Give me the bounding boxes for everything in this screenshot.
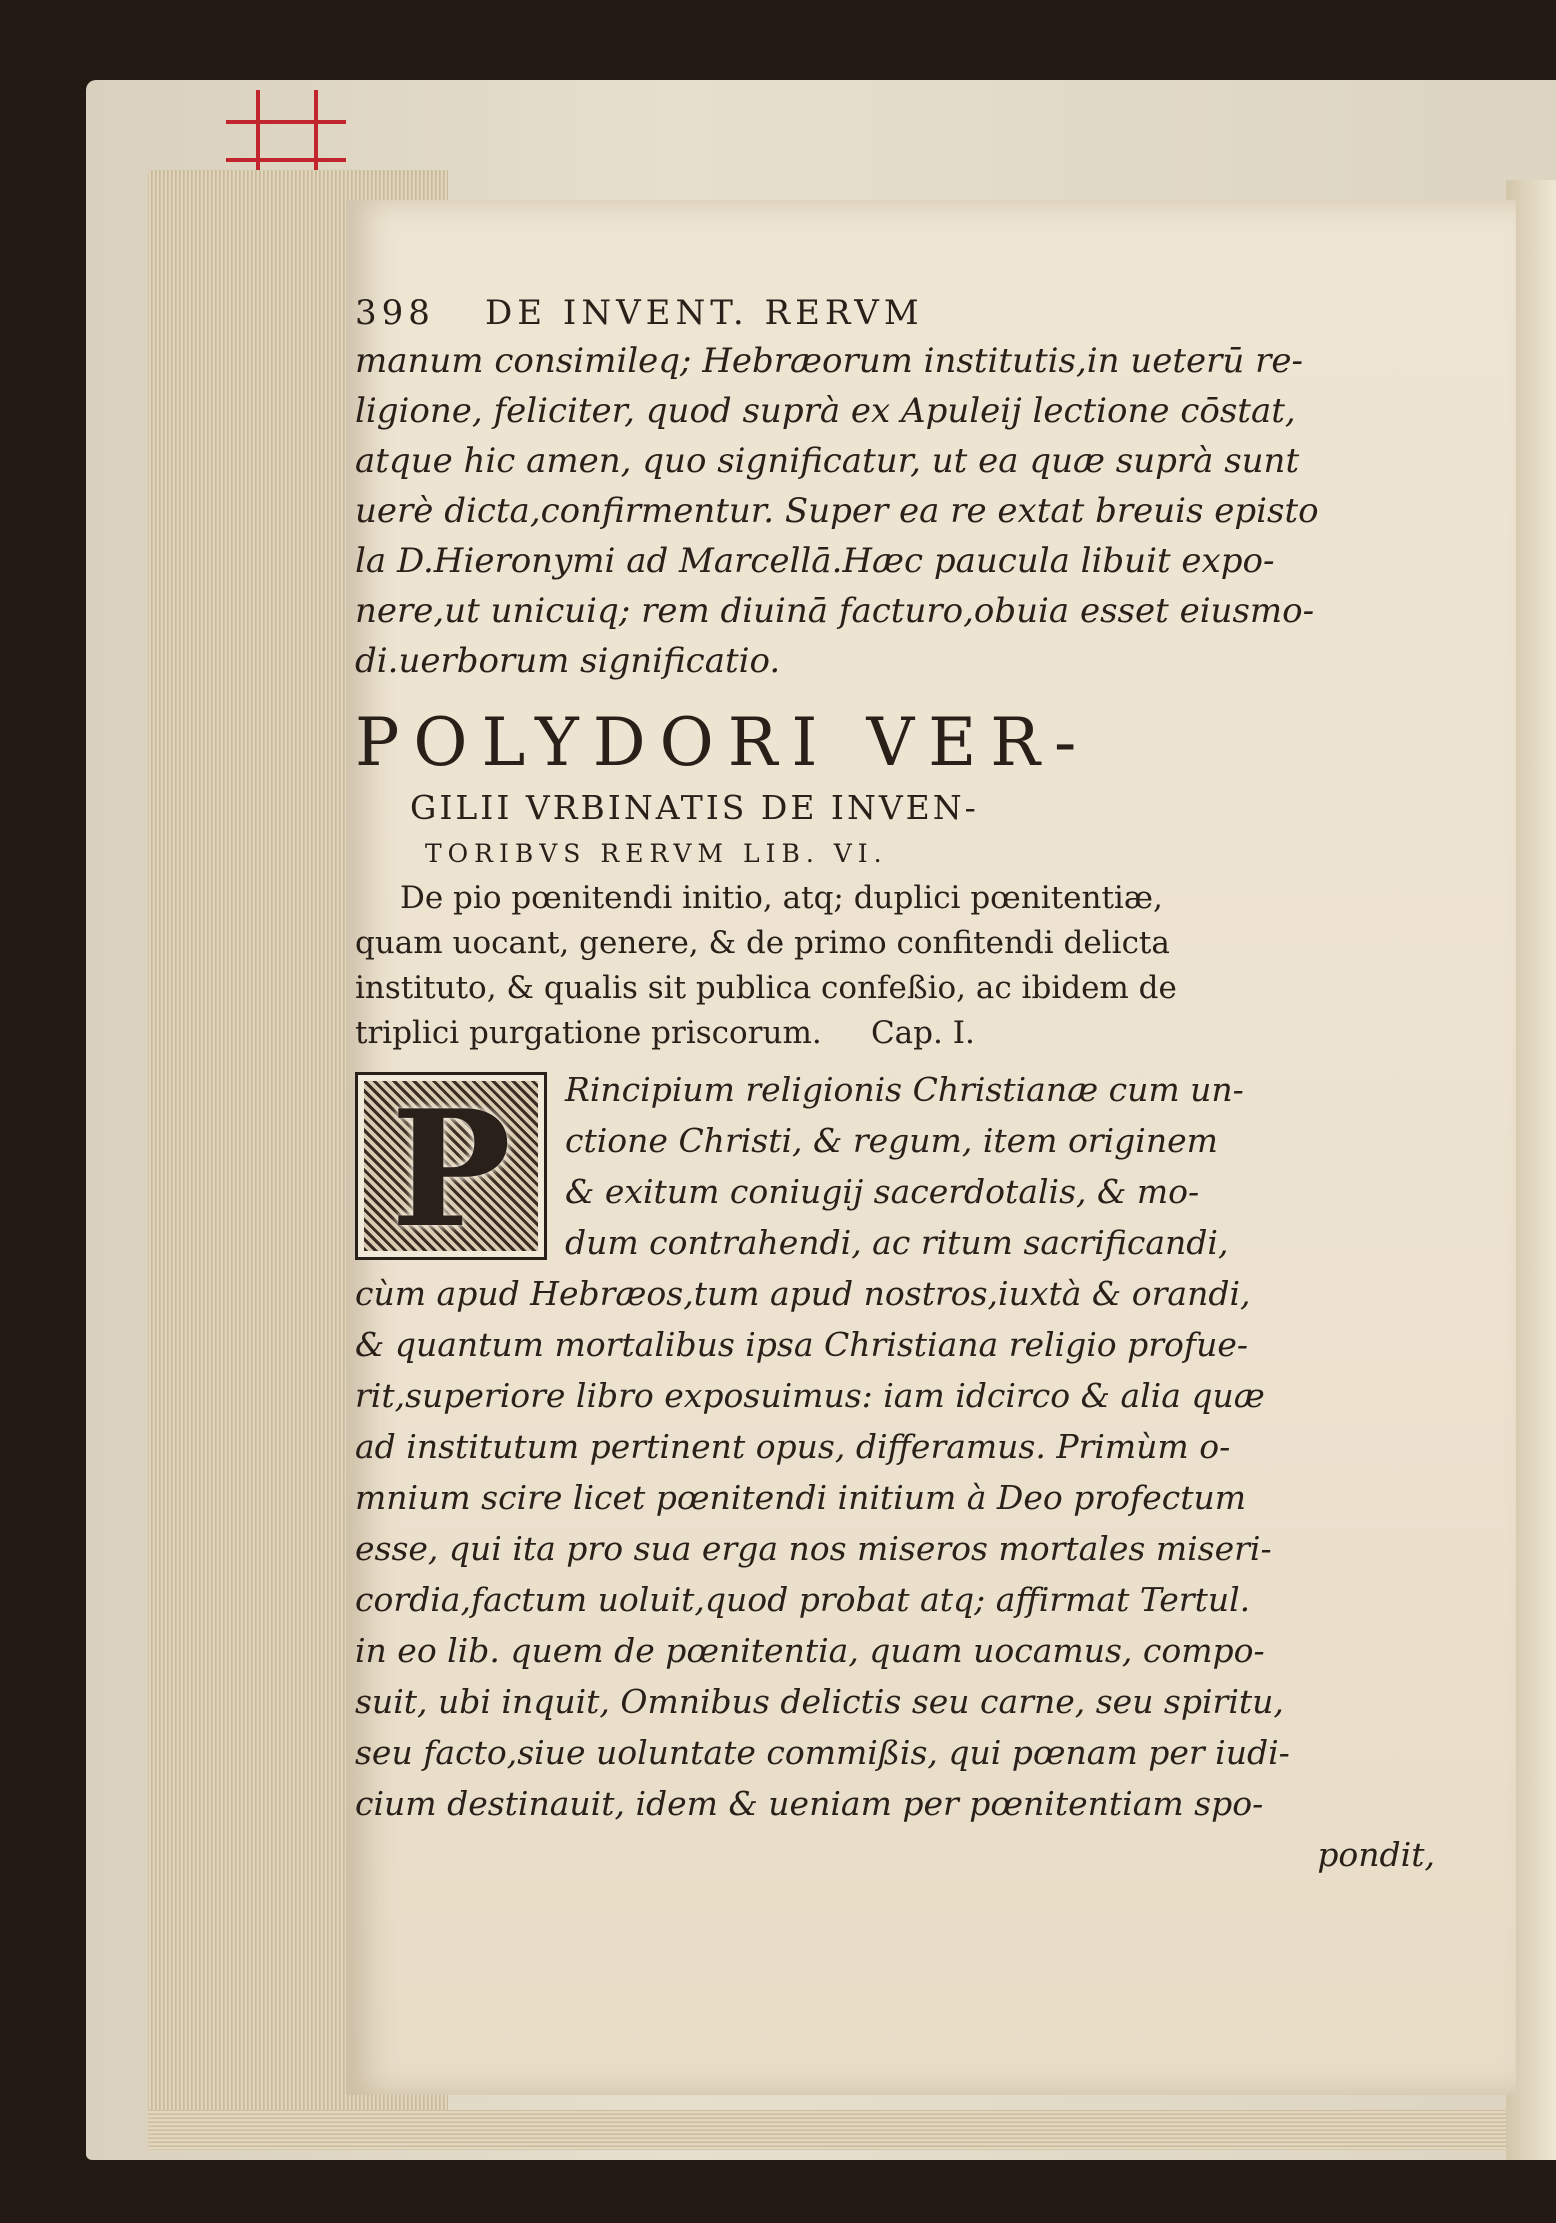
book-title-line-3: TORIBVS RERVM LIB. VI. — [425, 839, 888, 868]
text-line: in eo lib. quem de pœnitentia, quam uocamus, compo- — [355, 1631, 1265, 1670]
text-line: la D.Hieronymi ad Marcellā.Hæc paucula libuit expo- — [355, 541, 1275, 581]
text-line: Rincipium religionis Christianæ cum un- — [565, 1070, 1244, 1109]
text-line: dum contrahendi, ac ritum sacrificandi, — [565, 1223, 1229, 1262]
summary-line: triplici purgatione priscorum. Cap. I. — [355, 1015, 975, 1051]
chapter-summary — [355, 876, 1485, 1056]
text-line: di.uerborum significatio. — [355, 641, 781, 681]
page-number: 398 — [355, 293, 435, 333]
text-line: ligione, feliciter, quod suprà ex Apuleij lectione cōstat, — [355, 391, 1296, 431]
text-line: atque hic amen, quo significatur, ut ea quæ suprà sunt — [355, 441, 1300, 481]
text-line: mnium scire licet pœnitendi initium à Deo profectum — [355, 1478, 1247, 1517]
catchword: pondit, — [1317, 1835, 1435, 1874]
text-line: rit,superiore libro exposuimus: iam idcirco & alia quæ — [355, 1376, 1265, 1415]
summary-line: quam uocant, genere, & de primo confitendi delicta — [355, 925, 1170, 961]
text-line: ad institutum pertinent opus, differamus. Primùm o- — [355, 1427, 1231, 1466]
decorated-initial — [355, 1072, 547, 1260]
red-rule — [226, 120, 346, 124]
text-line: nere,ut unicuiq; rem diuinā facturo,obuia esset eiusmo- — [355, 591, 1315, 631]
text-line: cium destinauit, idem & ueniam per pœnitentiam spo- — [355, 1784, 1264, 1823]
red-rule — [226, 158, 346, 162]
running-head — [355, 290, 1485, 336]
text-line: manum consimileq; Hebræorum institutis,in ueterū re- — [355, 341, 1303, 381]
text-line: cordia,factum uoluit,quod probat atq; affirmat Tertul. — [355, 1580, 1251, 1619]
page-text — [355, 290, 1485, 1880]
summary-line: De pio pœnitendi initio, atq; duplici pœnitentiæ, — [400, 880, 1163, 916]
text-line: & quantum mortalibus ipsa Christiana religio profue- — [355, 1325, 1249, 1364]
text-line: uerè dicta,confirmentur. Super ea re extat breuis episto — [355, 491, 1319, 531]
initial-letter: P — [390, 1075, 512, 1260]
text-line: suit, ubi inquit, Omnibus delictis seu carne, seu spiritu, — [355, 1682, 1284, 1721]
running-title: DE INVENT. RERVM — [485, 293, 924, 333]
text-line: cùm apud Hebræos,tum apud nostros,iuxtà & orandi, — [355, 1274, 1251, 1313]
text-line: & exitum coniugij sacerdotalis, & mo- — [565, 1172, 1200, 1211]
page-bottom-edge — [148, 2110, 1548, 2150]
chapter-body — [355, 1064, 1485, 1880]
book-title-line-2: GILII VRBINATIS DE INVEN- — [410, 788, 979, 827]
text-line: ctione Christi, & regum, item originem — [565, 1121, 1218, 1160]
summary-line: instituto, & qualis sit publica confeßio, ac ibidem de — [355, 970, 1177, 1006]
text-line: seu facto,siue uoluntate commißis, qui pœnam per iudi- — [355, 1733, 1290, 1772]
top-paragraph — [355, 336, 1485, 686]
text-line: esse, qui ita pro sua erga nos miseros mortales miseri- — [355, 1529, 1272, 1568]
book-title: POLYDORI VER- — [355, 704, 1091, 781]
